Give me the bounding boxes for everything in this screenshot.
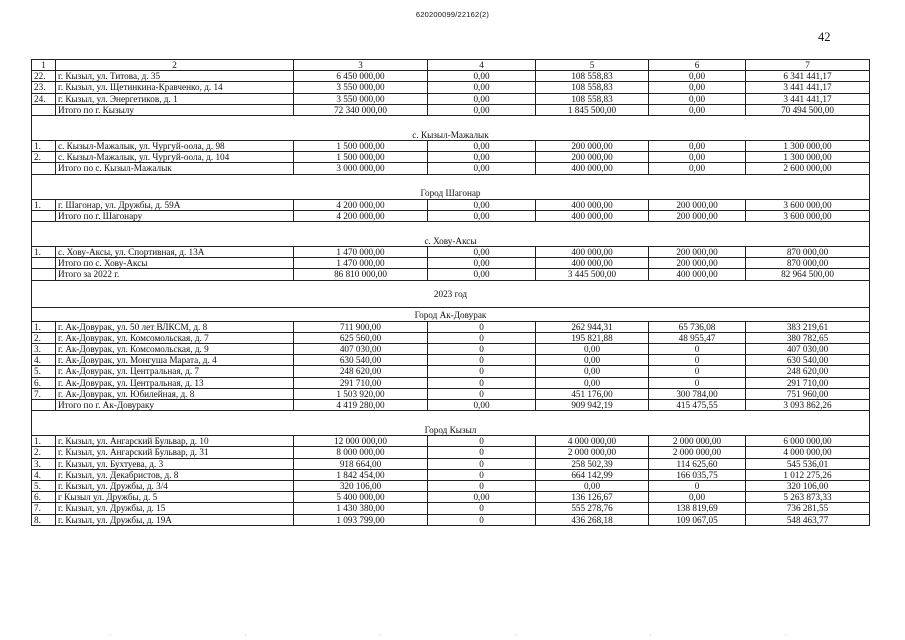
amount-cell-5: 555 278,76 xyxy=(536,503,649,514)
row-number-empty xyxy=(32,269,56,280)
section-heading: с. Кызыл-Мажалык xyxy=(32,116,870,141)
amount-cell-5: 664 142,99 xyxy=(536,469,649,480)
amount-cell-4: 0,00 xyxy=(428,199,536,210)
address-cell: г. Ак-Довурак, ул. Центральная, д. 13 xyxy=(56,377,294,388)
table-row xyxy=(32,469,870,480)
row-number: 2. xyxy=(32,447,56,458)
amount-cell-4: 0 xyxy=(428,366,536,377)
amount-cell-6: 65 736,08 xyxy=(649,321,746,332)
address-cell: г. Кызыл, ул. Ангарский Бульвар, д. 10 xyxy=(56,436,294,447)
address-cell: г. Кызыл, ул. Бухтуева, д. 3 xyxy=(56,458,294,469)
address-cell: г. Кызыл, ул. Дружбы, д. 3/4 xyxy=(56,481,294,492)
amount-cell-4: 0,00 xyxy=(428,163,536,174)
row-number: 1. xyxy=(32,321,56,332)
total-row xyxy=(32,104,870,115)
column-header: 3 xyxy=(294,60,428,71)
table-row xyxy=(32,366,870,377)
amount-cell-5: 400 000,00 xyxy=(536,258,649,269)
amount-cell-5: 1 845 500,00 xyxy=(536,104,649,115)
amount-cell-4: 0,00 xyxy=(428,400,536,411)
table-row xyxy=(32,388,870,399)
amount-cell-6: 0,00 xyxy=(649,104,746,115)
document-id: 620200099/22162(2) xyxy=(415,10,490,19)
amount-cell-3: 4 200 000,00 xyxy=(294,210,428,221)
section-heading-row xyxy=(32,411,870,436)
table-row xyxy=(32,377,870,388)
row-number: 8. xyxy=(32,514,56,525)
amount-cell-7: 1 012 275,26 xyxy=(746,469,870,480)
amount-cell-4: 0 xyxy=(428,344,536,355)
total-label: Итого по с. Кызыл-Мажалык xyxy=(56,163,294,174)
section-heading: Город Шагонар xyxy=(32,174,870,199)
row-number: 7. xyxy=(32,388,56,399)
amount-cell-5: 3 445 500,00 xyxy=(536,269,649,280)
amount-cell-7: 5 263 873,33 xyxy=(746,492,870,503)
amount-cell-3: 320 106,00 xyxy=(294,481,428,492)
section-heading: Город Кызыл xyxy=(32,411,870,436)
table-row xyxy=(32,492,870,503)
amount-cell-5: 0,00 xyxy=(536,344,649,355)
budget-table xyxy=(31,59,870,526)
amount-cell-7: 751 960,00 xyxy=(746,388,870,399)
total-label: Итого по г. Шагонару xyxy=(56,210,294,221)
amount-cell-7: 6 000 000,00 xyxy=(746,436,870,447)
page-edge-marks xyxy=(0,632,905,638)
amount-cell-5: 451 176,00 xyxy=(536,388,649,399)
amount-cell-5: 400 000,00 xyxy=(536,247,649,258)
row-number: 1. xyxy=(32,436,56,447)
address-cell: г. Кызыл, ул. Титова, д. 35 xyxy=(56,71,294,82)
table-row xyxy=(32,344,870,355)
amount-cell-5: 195 821,88 xyxy=(536,332,649,343)
table-row xyxy=(32,71,870,82)
amount-cell-7: 82 964 500,00 xyxy=(746,269,870,280)
amount-cell-5: 4 000 000,00 xyxy=(536,436,649,447)
address-cell: г. Ак-Довурак, ул. Юбилейная, д. 8 xyxy=(56,388,294,399)
amount-cell-4: 0 xyxy=(428,503,536,514)
amount-cell-6: 0 xyxy=(649,481,746,492)
amount-cell-4: 0 xyxy=(428,436,536,447)
amount-cell-4: 0,00 xyxy=(428,152,536,163)
amount-cell-3: 1 093 799,00 xyxy=(294,514,428,525)
amount-cell-4: 0,00 xyxy=(428,104,536,115)
address-cell: г. Кызыл, ул. Дружбы, д. 19А xyxy=(56,514,294,525)
amount-cell-6: 200 000,00 xyxy=(649,199,746,210)
amount-cell-3: 5 400 000,00 xyxy=(294,492,428,503)
amount-cell-7: 248 620,00 xyxy=(746,366,870,377)
amount-cell-4: 0 xyxy=(428,514,536,525)
amount-cell-4: 0,00 xyxy=(428,247,536,258)
amount-cell-5: 436 268,18 xyxy=(536,514,649,525)
amount-cell-6: 0 xyxy=(649,344,746,355)
amount-cell-6: 0,00 xyxy=(649,152,746,163)
amount-cell-6: 0,00 xyxy=(649,141,746,152)
address-cell: г. Кызыл, ул. Декабристов, д. 8 xyxy=(56,469,294,480)
section-heading-row xyxy=(32,174,870,199)
amount-cell-6: 400 000,00 xyxy=(649,269,746,280)
address-cell: г. Ак-Довурак, ул. Монгуша Марата, д. 4 xyxy=(56,355,294,366)
amount-cell-5: 258 502,39 xyxy=(536,458,649,469)
row-number: 5. xyxy=(32,366,56,377)
section-heading-row xyxy=(32,116,870,141)
table-row xyxy=(32,447,870,458)
table-row xyxy=(32,247,870,258)
amount-cell-7: 736 281,55 xyxy=(746,503,870,514)
amount-cell-4: 0 xyxy=(428,388,536,399)
total-row xyxy=(32,210,870,221)
address-cell: с. Кызыл-Мажалык, ул. Чургуй-оола, д. 98 xyxy=(56,141,294,152)
address-cell: г. Ак-Довурак, ул. Комсомольская, д. 9 xyxy=(56,344,294,355)
amount-cell-3: 3 000 000,00 xyxy=(294,163,428,174)
amount-cell-5: 108 558,83 xyxy=(536,93,649,104)
amount-cell-5: 0,00 xyxy=(536,355,649,366)
table-row xyxy=(32,514,870,525)
address-cell: г. Кызыл, ул. Ангарский Бульвар, д. 31 xyxy=(56,447,294,458)
amount-cell-3: 1 430 380,00 xyxy=(294,503,428,514)
amount-cell-7: 3 441 441,17 xyxy=(746,93,870,104)
amount-cell-3: 630 540,00 xyxy=(294,355,428,366)
amount-cell-7: 1 300 000,00 xyxy=(746,152,870,163)
amount-cell-3: 625 560,00 xyxy=(294,332,428,343)
section-heading: Город Ак-Довурак xyxy=(32,307,870,321)
row-number-empty xyxy=(32,258,56,269)
amount-cell-4: 0 xyxy=(428,321,536,332)
table-row xyxy=(32,355,870,366)
amount-cell-3: 1 470 000,00 xyxy=(294,247,428,258)
amount-cell-3: 291 710,00 xyxy=(294,377,428,388)
amount-cell-3: 1 470 000,00 xyxy=(294,258,428,269)
total-row xyxy=(32,163,870,174)
amount-cell-4: 0,00 xyxy=(428,210,536,221)
amount-cell-6: 0,00 xyxy=(649,71,746,82)
amount-cell-7: 3 600 000,00 xyxy=(746,210,870,221)
amount-cell-6: 114 625,60 xyxy=(649,458,746,469)
amount-cell-3: 3 550 000,00 xyxy=(294,82,428,93)
amount-cell-4: 0 xyxy=(428,355,536,366)
table-body xyxy=(32,60,870,526)
amount-cell-6: 138 819,69 xyxy=(649,503,746,514)
column-header-row xyxy=(32,60,870,71)
section-heading-row xyxy=(32,222,870,247)
amount-cell-4: 0,00 xyxy=(428,492,536,503)
amount-cell-7: 3 093 862,26 xyxy=(746,400,870,411)
year-heading-row xyxy=(32,280,870,307)
amount-cell-7: 545 536,01 xyxy=(746,458,870,469)
amount-cell-4: 0,00 xyxy=(428,71,536,82)
amount-cell-4: 0 xyxy=(428,447,536,458)
row-number: 22. xyxy=(32,71,56,82)
row-number: 23. xyxy=(32,82,56,93)
address-cell: г. Кызыл, ул. Щетинкина-Кравченко, д. 14 xyxy=(56,82,294,93)
amount-cell-5: 108 558,83 xyxy=(536,82,649,93)
total-label: Итого за 2022 г. xyxy=(56,269,294,280)
section-heading-row xyxy=(32,307,870,321)
address-cell: с. Кызыл-Мажалык, ул. Чургуй-оола, д. 104 xyxy=(56,152,294,163)
row-number: 4. xyxy=(32,469,56,480)
table-row xyxy=(32,141,870,152)
amount-cell-5: 0,00 xyxy=(536,377,649,388)
amount-cell-4: 0 xyxy=(428,332,536,343)
row-number: 7. xyxy=(32,503,56,514)
column-header: 7 xyxy=(746,60,870,71)
amount-cell-4: 0,00 xyxy=(428,82,536,93)
row-number-empty xyxy=(32,104,56,115)
amount-cell-6: 300 784,00 xyxy=(649,388,746,399)
row-number-empty xyxy=(32,163,56,174)
row-number: 6. xyxy=(32,492,56,503)
amount-cell-3: 248 620,00 xyxy=(294,366,428,377)
row-number: 5. xyxy=(32,481,56,492)
amount-cell-3: 4 419 280,00 xyxy=(294,400,428,411)
row-number: 3. xyxy=(32,458,56,469)
amount-cell-4: 0 xyxy=(428,377,536,388)
address-cell: с. Хову-Аксы, ул. Спортивная, д. 13А xyxy=(56,247,294,258)
table-row xyxy=(32,199,870,210)
amount-cell-6: 415 475,55 xyxy=(649,400,746,411)
amount-cell-7: 320 106,00 xyxy=(746,481,870,492)
row-number: 6. xyxy=(32,377,56,388)
year-heading: 2023 год xyxy=(32,280,870,307)
row-number: 4. xyxy=(32,355,56,366)
table-row xyxy=(32,321,870,332)
amount-cell-6: 0 xyxy=(649,366,746,377)
amount-cell-3: 8 000 000,00 xyxy=(294,447,428,458)
amount-cell-7: 407 030,00 xyxy=(746,344,870,355)
total-row xyxy=(32,269,870,280)
amount-cell-5: 200 000,00 xyxy=(536,141,649,152)
address-cell: г. Ак-Довурак, ул. Комсомольская, д. 7 xyxy=(56,332,294,343)
amount-cell-7: 3 441 441,17 xyxy=(746,82,870,93)
total-label: Итого по г. Ак-Довураку xyxy=(56,400,294,411)
row-number-empty xyxy=(32,400,56,411)
row-number: 2. xyxy=(32,152,56,163)
table-row xyxy=(32,82,870,93)
amount-cell-7: 2 600 000,00 xyxy=(746,163,870,174)
amount-cell-7: 6 341 441,17 xyxy=(746,71,870,82)
amount-cell-5: 2 000 000,00 xyxy=(536,447,649,458)
amount-cell-4: 0 xyxy=(428,469,536,480)
amount-cell-4: 0,00 xyxy=(428,269,536,280)
table-row xyxy=(32,458,870,469)
amount-cell-3: 1 500 000,00 xyxy=(294,141,428,152)
address-cell: г. Ак-Довурак, ул. 50 лет ВЛКСМ, д. 8 xyxy=(56,321,294,332)
total-row xyxy=(32,400,870,411)
amount-cell-7: 870 000,00 xyxy=(746,258,870,269)
amount-cell-5: 200 000,00 xyxy=(536,152,649,163)
amount-cell-3: 407 030,00 xyxy=(294,344,428,355)
address-cell: г. Кызыл, ул. Дружбы, д. 15 xyxy=(56,503,294,514)
amount-cell-4: 0 xyxy=(428,481,536,492)
amount-cell-5: 262 944,31 xyxy=(536,321,649,332)
amount-cell-5: 400 000,00 xyxy=(536,199,649,210)
amount-cell-7: 630 540,00 xyxy=(746,355,870,366)
amount-cell-6: 0,00 xyxy=(649,492,746,503)
column-header: 1 xyxy=(32,60,56,71)
page-number: 42 xyxy=(818,30,831,44)
row-number: 1. xyxy=(32,247,56,258)
amount-cell-3: 1 503 920,00 xyxy=(294,388,428,399)
column-header: 6 xyxy=(649,60,746,71)
amount-cell-3: 4 200 000,00 xyxy=(294,199,428,210)
amount-cell-4: 0,00 xyxy=(428,93,536,104)
amount-cell-6: 0,00 xyxy=(649,93,746,104)
amount-cell-5: 0,00 xyxy=(536,366,649,377)
amount-cell-6: 200 000,00 xyxy=(649,258,746,269)
row-number: 1. xyxy=(32,199,56,210)
amount-cell-4: 0 xyxy=(428,458,536,469)
total-label: Итого по с. Хову-Аксы xyxy=(56,258,294,269)
amount-cell-5: 108 558,83 xyxy=(536,71,649,82)
amount-cell-7: 383 219,61 xyxy=(746,321,870,332)
address-cell: г Кызыл ул. Дружбы, д. 5 xyxy=(56,492,294,503)
amount-cell-6: 200 000,00 xyxy=(649,247,746,258)
amount-cell-5: 136 126,67 xyxy=(536,492,649,503)
address-cell: г. Кызыл, ул. Энергетиков, д. 1 xyxy=(56,93,294,104)
column-header: 2 xyxy=(56,60,294,71)
row-number: 24. xyxy=(32,93,56,104)
amount-cell-6: 2 000 000,00 xyxy=(649,447,746,458)
amount-cell-7: 3 600 000,00 xyxy=(746,199,870,210)
table-row xyxy=(32,436,870,447)
amount-cell-6: 0,00 xyxy=(649,82,746,93)
table-row xyxy=(32,503,870,514)
amount-cell-7: 291 710,00 xyxy=(746,377,870,388)
section-heading: с. Хову-Аксы xyxy=(32,222,870,247)
amount-cell-6: 166 035,75 xyxy=(649,469,746,480)
amount-cell-6: 48 955,47 xyxy=(649,332,746,343)
amount-cell-5: 400 000,00 xyxy=(536,163,649,174)
amount-cell-5: 400 000,00 xyxy=(536,210,649,221)
amount-cell-3: 12 000 000,00 xyxy=(294,436,428,447)
column-header: 5 xyxy=(536,60,649,71)
amount-cell-6: 0,00 xyxy=(649,163,746,174)
total-row xyxy=(32,258,870,269)
amount-cell-3: 72 340 000,00 xyxy=(294,104,428,115)
amount-cell-7: 70 494 500,00 xyxy=(746,104,870,115)
table-row xyxy=(32,332,870,343)
amount-cell-7: 1 300 000,00 xyxy=(746,141,870,152)
address-cell: г. Шагонар, ул. Дружбы, д. 59А xyxy=(56,199,294,210)
amount-cell-6: 0 xyxy=(649,377,746,388)
row-number: 1. xyxy=(32,141,56,152)
table-row xyxy=(32,93,870,104)
amount-cell-6: 109 067,05 xyxy=(649,514,746,525)
amount-cell-4: 0,00 xyxy=(428,141,536,152)
row-number: 3. xyxy=(32,344,56,355)
address-cell: г. Ак-Довурак, ул. Центральная, д. 7 xyxy=(56,366,294,377)
amount-cell-7: 548 463,77 xyxy=(746,514,870,525)
amount-cell-5: 0,00 xyxy=(536,481,649,492)
amount-cell-3: 711 900,00 xyxy=(294,321,428,332)
amount-cell-3: 918 664,00 xyxy=(294,458,428,469)
amount-cell-3: 1 500 000,00 xyxy=(294,152,428,163)
amount-cell-3: 1 842 454,00 xyxy=(294,469,428,480)
amount-cell-7: 380 782,65 xyxy=(746,332,870,343)
amount-cell-7: 4 000 000,00 xyxy=(746,447,870,458)
amount-cell-3: 3 550 000,00 xyxy=(294,93,428,104)
table-row xyxy=(32,481,870,492)
amount-cell-3: 6 450 000,00 xyxy=(294,71,428,82)
amount-cell-6: 2 000 000,00 xyxy=(649,436,746,447)
column-header: 4 xyxy=(428,60,536,71)
table-row xyxy=(32,152,870,163)
amount-cell-5: 909 942,19 xyxy=(536,400,649,411)
total-label: Итого по г. Кызылу xyxy=(56,104,294,115)
amount-cell-6: 200 000,00 xyxy=(649,210,746,221)
amount-cell-4: 0,00 xyxy=(428,258,536,269)
amount-cell-7: 870 000,00 xyxy=(746,247,870,258)
row-number: 2. xyxy=(32,332,56,343)
amount-cell-6: 0 xyxy=(649,355,746,366)
row-number-empty xyxy=(32,210,56,221)
amount-cell-3: 86 810 000,00 xyxy=(294,269,428,280)
